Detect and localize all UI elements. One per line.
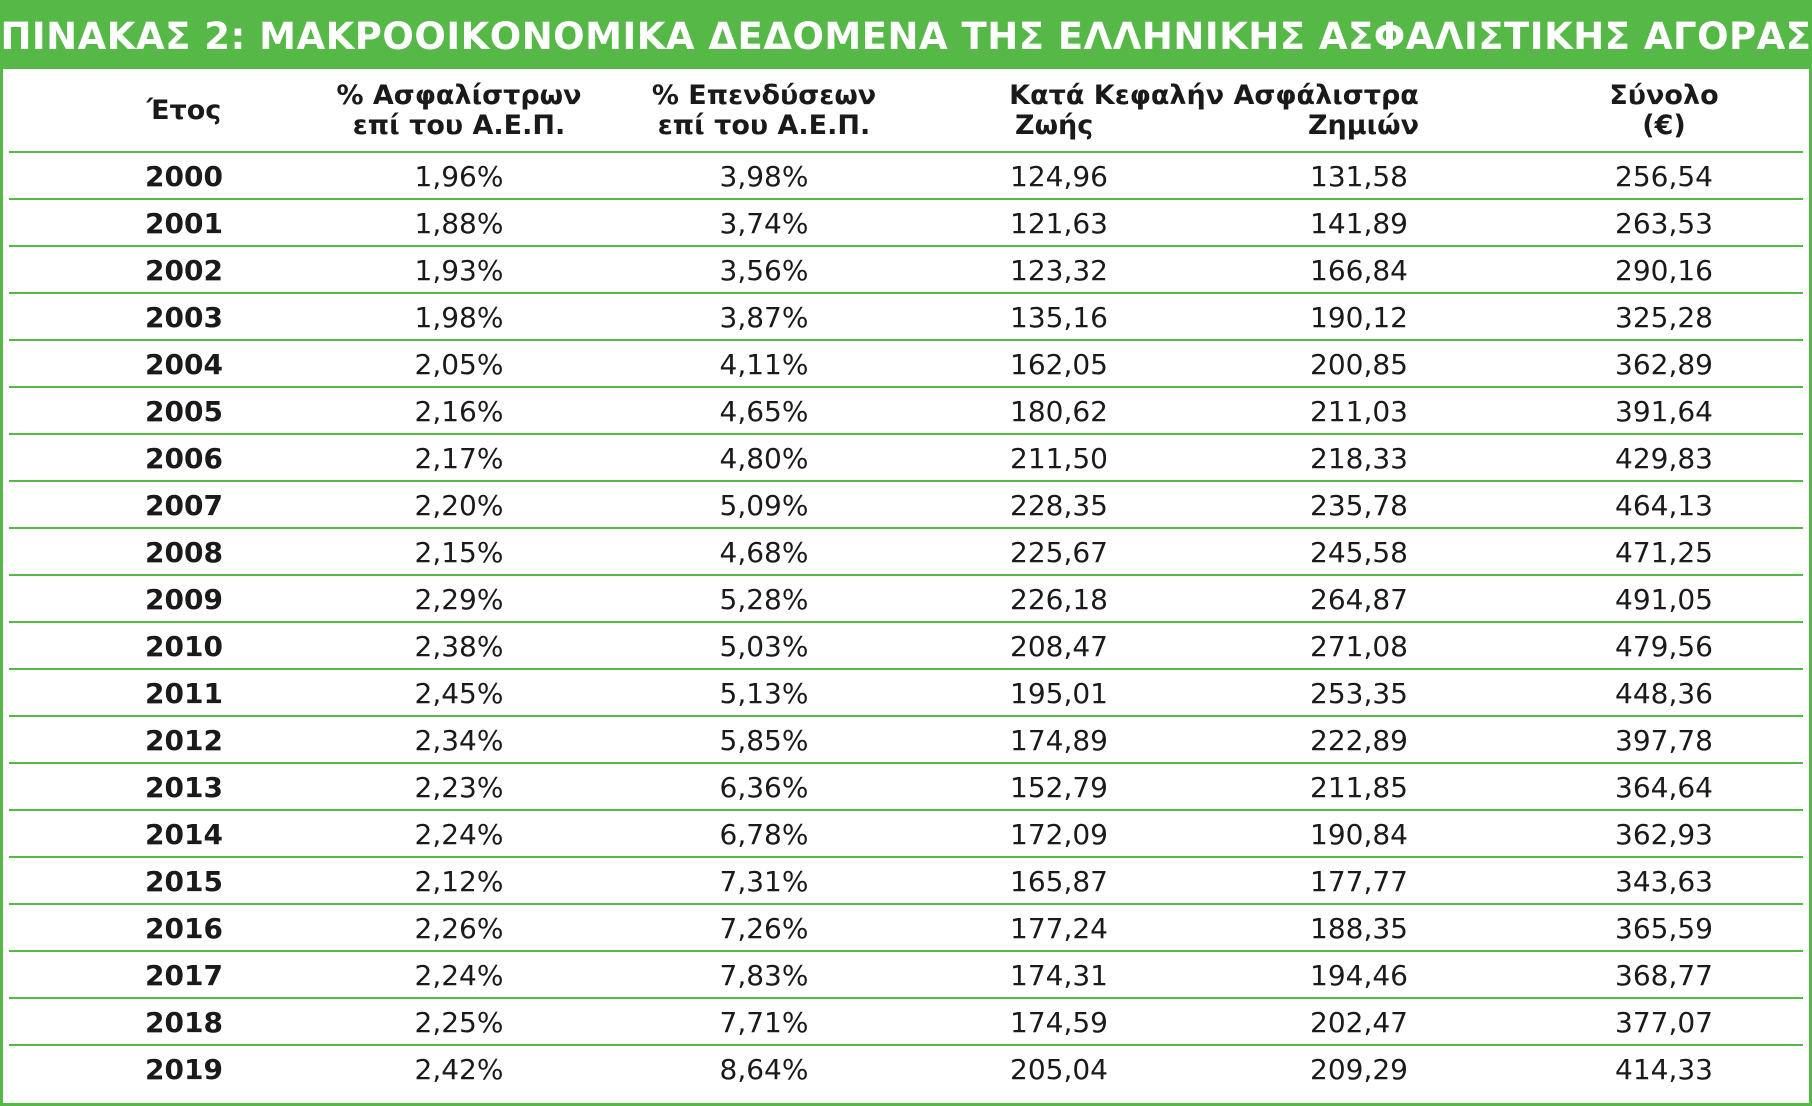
cell-life: 226,18 (1010, 583, 1108, 616)
cell-nonlife: 141,89 (1310, 207, 1408, 240)
cell-total: 362,93 (1615, 818, 1713, 851)
cell-year: 2019 (145, 1053, 223, 1086)
cell-investments-pct: 3,56% (719, 254, 809, 287)
cell-investments-pct: 4,65% (719, 395, 809, 428)
cell-premiums-pct: 2,34% (414, 724, 504, 757)
cell-year: 2015 (145, 865, 223, 898)
cell-total: 479,56 (1615, 630, 1713, 663)
cell-year: 2003 (145, 301, 223, 334)
cell-premiums-pct: 2,42% (414, 1053, 504, 1086)
table-row (9, 905, 1803, 952)
cell-premiums-pct: 2,15% (414, 536, 504, 569)
cell-premiums-pct: 2,17% (414, 442, 504, 475)
cell-life: 152,79 (1010, 771, 1108, 804)
table-row (9, 576, 1803, 623)
cell-investments-pct: 5,28% (719, 583, 809, 616)
cell-premiums-pct: 1,93% (414, 254, 504, 287)
cell-investments-pct: 5,03% (719, 630, 809, 663)
cell-premiums-pct: 2,26% (414, 912, 504, 945)
cell-life: 174,89 (1010, 724, 1108, 757)
cell-year: 2009 (145, 583, 223, 616)
cell-nonlife: 200,85 (1310, 348, 1408, 381)
cell-investments-pct: 6,78% (719, 818, 809, 851)
cell-nonlife: 218,33 (1310, 442, 1408, 475)
table-row (9, 482, 1803, 529)
header-year-label: Έτος (146, 95, 222, 126)
cell-investments-pct: 4,11% (719, 348, 809, 381)
cell-investments-pct: 7,26% (719, 912, 809, 945)
cell-life: 162,05 (1010, 348, 1108, 381)
cell-year: 2011 (145, 677, 223, 710)
cell-life: 208,47 (1010, 630, 1108, 663)
cell-investments-pct: 4,80% (719, 442, 809, 475)
cell-year: 2016 (145, 912, 223, 945)
table-row (9, 529, 1803, 576)
cell-life: 172,09 (1010, 818, 1108, 851)
cell-nonlife: 211,03 (1310, 395, 1408, 428)
table-row (9, 200, 1803, 247)
cell-nonlife: 190,84 (1310, 818, 1408, 851)
cell-premiums-pct: 2,24% (414, 818, 504, 851)
cell-total: 364,64 (1615, 771, 1713, 804)
cell-total: 414,33 (1615, 1053, 1713, 1086)
cell-investments-pct: 5,85% (719, 724, 809, 757)
table-row (9, 717, 1803, 764)
cell-premiums-pct: 2,20% (414, 489, 504, 522)
cell-premiums-pct: 2,45% (414, 677, 504, 710)
cell-premiums-pct: 1,98% (414, 301, 504, 334)
cell-investments-pct: 3,74% (719, 207, 809, 240)
cell-total: 391,64 (1615, 395, 1713, 428)
cell-nonlife: 177,77 (1310, 865, 1408, 898)
table-row (9, 1046, 1803, 1091)
cell-life: 177,24 (1010, 912, 1108, 945)
table-row (9, 999, 1803, 1046)
header-total-line1: Σύνολο (1609, 80, 1719, 111)
cell-total: 471,25 (1615, 536, 1713, 569)
cell-year: 2014 (145, 818, 223, 851)
header-investments-line1: % Επενδύσεων (651, 80, 877, 111)
cell-nonlife: 271,08 (1310, 630, 1408, 663)
cell-premiums-pct: 1,96% (414, 160, 504, 193)
cell-year: 2008 (145, 536, 223, 569)
cell-premiums-pct: 2,05% (414, 348, 504, 381)
cell-year: 2007 (145, 489, 223, 522)
cell-life: 225,67 (1010, 536, 1108, 569)
cell-life: 121,63 (1010, 207, 1108, 240)
cell-total: 377,07 (1615, 1006, 1713, 1039)
cell-nonlife: 211,85 (1310, 771, 1408, 804)
cell-premiums-pct: 2,38% (414, 630, 504, 663)
cell-total: 397,78 (1615, 724, 1713, 757)
header-premiums (309, 81, 609, 141)
header-investments (614, 81, 914, 141)
header-investments-line2: επί του Α.Ε.Π. (657, 110, 871, 141)
cell-year: 2012 (145, 724, 223, 757)
cell-life: 165,87 (1010, 865, 1108, 898)
header-premiums-line2: επί του Α.Ε.Π. (352, 110, 566, 141)
cell-year: 2013 (145, 771, 223, 804)
cell-nonlife: 131,58 (1310, 160, 1408, 193)
cell-investments-pct: 6,36% (719, 771, 809, 804)
header-percapita (1009, 81, 1419, 111)
cell-life: 228,35 (1010, 489, 1108, 522)
cell-nonlife: 209,29 (1310, 1053, 1408, 1086)
cell-investments-pct: 5,09% (719, 489, 809, 522)
cell-premiums-pct: 2,24% (414, 959, 504, 992)
table-row (9, 811, 1803, 858)
cell-year: 2018 (145, 1006, 223, 1039)
cell-total: 290,16 (1615, 254, 1713, 287)
cell-life: 174,31 (1010, 959, 1108, 992)
table-row (9, 341, 1803, 388)
cell-investments-pct: 7,83% (719, 959, 809, 992)
table-row (9, 388, 1803, 435)
cell-year: 2006 (145, 442, 223, 475)
cell-life: 180,62 (1010, 395, 1108, 428)
header-life-label: Ζωής (1015, 110, 1094, 141)
table-row (9, 952, 1803, 999)
cell-life: 174,59 (1010, 1006, 1108, 1039)
cell-total: 362,89 (1615, 348, 1713, 381)
cell-premiums-pct: 2,16% (414, 395, 504, 428)
cell-life: 135,16 (1010, 301, 1108, 334)
cell-nonlife: 253,35 (1310, 677, 1408, 710)
cell-total: 464,13 (1615, 489, 1713, 522)
table-row (9, 623, 1803, 670)
cell-nonlife: 235,78 (1310, 489, 1408, 522)
cell-year: 2002 (145, 254, 223, 287)
cell-life: 211,50 (1010, 442, 1108, 475)
cell-nonlife: 202,47 (1310, 1006, 1408, 1039)
cell-total: 368,77 (1615, 959, 1713, 992)
cell-investments-pct: 3,87% (719, 301, 809, 334)
header-year (109, 96, 259, 126)
cell-nonlife: 188,35 (1310, 912, 1408, 945)
header-total-line2: (€) (1642, 110, 1686, 141)
cell-nonlife: 194,46 (1310, 959, 1408, 992)
cell-nonlife: 166,84 (1310, 254, 1408, 287)
table-row (9, 858, 1803, 905)
header-percapita-line1: Κατά Κεφαλήν Ασφάλιστρα (1009, 80, 1419, 111)
cell-premiums-pct: 1,88% (414, 207, 504, 240)
cell-investments-pct: 7,71% (719, 1006, 809, 1039)
cell-total: 263,53 (1615, 207, 1713, 240)
cell-investments-pct: 8,64% (719, 1053, 809, 1086)
cell-total: 448,36 (1615, 677, 1713, 710)
cell-premiums-pct: 2,23% (414, 771, 504, 804)
header-nonlife (1259, 111, 1419, 141)
cell-life: 205,04 (1010, 1053, 1108, 1086)
table-body (9, 153, 1803, 1091)
cell-total: 429,83 (1615, 442, 1713, 475)
cell-investments-pct: 5,13% (719, 677, 809, 710)
cell-total: 343,63 (1615, 865, 1713, 898)
table-row (9, 247, 1803, 294)
cell-nonlife: 190,12 (1310, 301, 1408, 334)
cell-year: 2010 (145, 630, 223, 663)
cell-total: 256,54 (1615, 160, 1713, 193)
cell-nonlife: 245,58 (1310, 536, 1408, 569)
cell-life: 124,96 (1010, 160, 1108, 193)
table-row (9, 294, 1803, 341)
header-life (1015, 111, 1135, 141)
cell-total: 365,59 (1615, 912, 1713, 945)
table-title: ΠΙΝΑΚΑΣ 2: ΜΑΚΡΟΟΙΚΟΝΟΜΙΚΑ ΔΕΔΟΜΕΝΑ ΤΗΣ ΕΛΛΗΝΙΚΗΣ ΑΣΦΑΛΙΣΤΙΚΗΣ ΑΓΟΡΑΣ (3, 3, 1809, 69)
cell-investments-pct: 3,98% (719, 160, 809, 193)
header-premiums-line1: % Ασφαλίστρων (336, 80, 582, 111)
table-header (9, 71, 1803, 153)
cell-life: 195,01 (1010, 677, 1108, 710)
cell-investments-pct: 7,31% (719, 865, 809, 898)
cell-investments-pct: 4,68% (719, 536, 809, 569)
cell-premiums-pct: 2,25% (414, 1006, 504, 1039)
cell-total: 325,28 (1615, 301, 1713, 334)
cell-year: 2001 (145, 207, 223, 240)
cell-life: 123,32 (1010, 254, 1108, 287)
table-row (9, 764, 1803, 811)
cell-year: 2000 (145, 160, 223, 193)
cell-year: 2004 (145, 348, 223, 381)
cell-total: 491,05 (1615, 583, 1713, 616)
header-nonlife-label: Ζημιών (1307, 110, 1419, 141)
table-row (9, 670, 1803, 717)
cell-nonlife: 264,87 (1310, 583, 1408, 616)
table-row (9, 435, 1803, 482)
cell-year: 2005 (145, 395, 223, 428)
cell-premiums-pct: 2,12% (414, 865, 504, 898)
table-row (9, 153, 1803, 200)
cell-nonlife: 222,89 (1310, 724, 1408, 757)
header-total (1569, 81, 1759, 141)
cell-premiums-pct: 2,29% (414, 583, 504, 616)
cell-year: 2017 (145, 959, 223, 992)
